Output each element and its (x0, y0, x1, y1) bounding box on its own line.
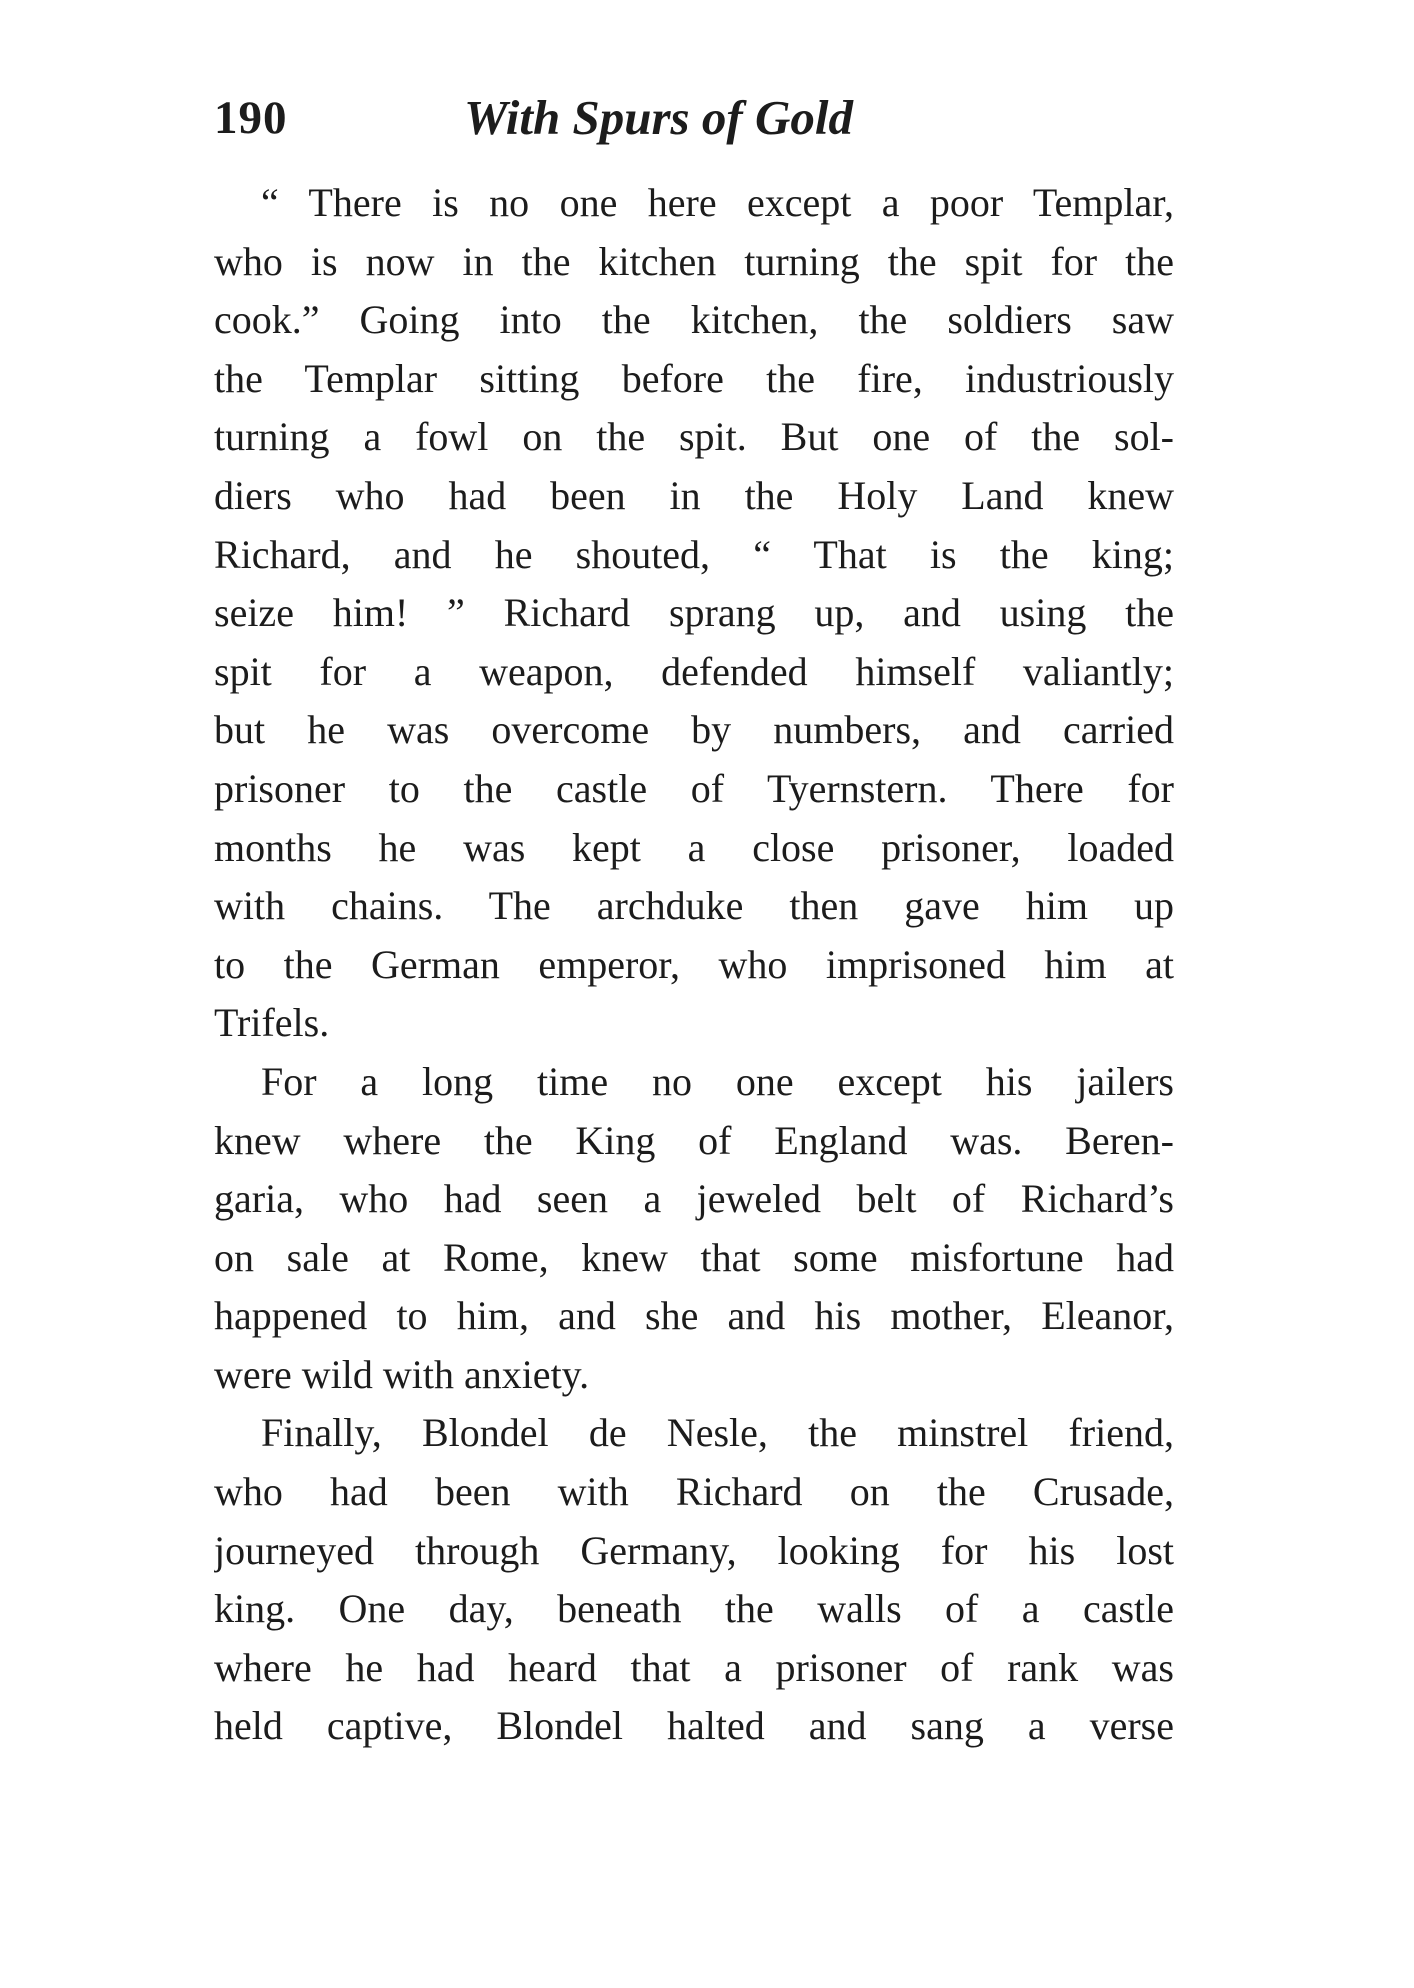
page-header (214, 88, 1174, 148)
text-line: who had been with Richard on the Crusade, (214, 1469, 1174, 1515)
text-line: on sale at Rome, knew that some misfortune had (214, 1234, 1174, 1280)
text-line: with chains. The archduke then gave him up (214, 883, 1174, 929)
body-text (214, 174, 1174, 1756)
text-line: turning a fowl on the spit. But one of the sol- (214, 414, 1174, 460)
text-line: “ There is no one here except a poor Templar, (261, 180, 1174, 225)
text-line: garia, who had seen a jeweled belt of Richard’s (214, 1176, 1174, 1222)
text-line: diers who had been in the Holy Land knew (214, 472, 1174, 518)
text-line: but he was overcome by numbers, and carried (214, 707, 1174, 753)
text-line: to the German emperor, who imprisoned him at (214, 941, 1174, 987)
page-number: 190 (214, 92, 288, 144)
text-line: happened to him, and she and his mother, Eleanor, (214, 1293, 1174, 1339)
text-line: journeyed through Germany, looking for his lost (214, 1527, 1174, 1573)
text-line: king. One day, beneath the walls of a castle (214, 1586, 1174, 1632)
text-line: months he was kept a close prisoner, loaded (214, 824, 1174, 870)
text-line: For a long time no one except his jailers (261, 1058, 1174, 1104)
text-line: who is now in the kitchen turning the spit for the (214, 238, 1174, 284)
text-line-paragraph-end: Trifels. (214, 1000, 330, 1046)
text-line: Finally, Blondel de Nesle, the minstrel friend, (261, 1410, 1174, 1456)
text-line: where he had heard that a prisoner of rank was (214, 1644, 1174, 1690)
text-line: spit for a weapon, defended himself valiantly; (214, 648, 1174, 694)
text-line: held captive, Blondel halted and sang a verse (214, 1703, 1174, 1749)
running-title: With Spurs of Gold (464, 90, 853, 145)
text-line: prisoner to the castle of Tyernstern. There for (214, 765, 1174, 811)
text-line: Richard, and he shouted, “ That is the king; (214, 531, 1174, 577)
text-line: the Templar sitting before the fire, industriously (214, 355, 1174, 401)
text-line: knew where the King of England was. Beren- (214, 1117, 1174, 1163)
text-line: cook.” Going into the kitchen, the soldiers saw (214, 297, 1174, 343)
text-line-paragraph-end: were wild with anxiety. (214, 1351, 590, 1397)
text-line: seize him! ” Richard sprang up, and using the (214, 590, 1174, 636)
